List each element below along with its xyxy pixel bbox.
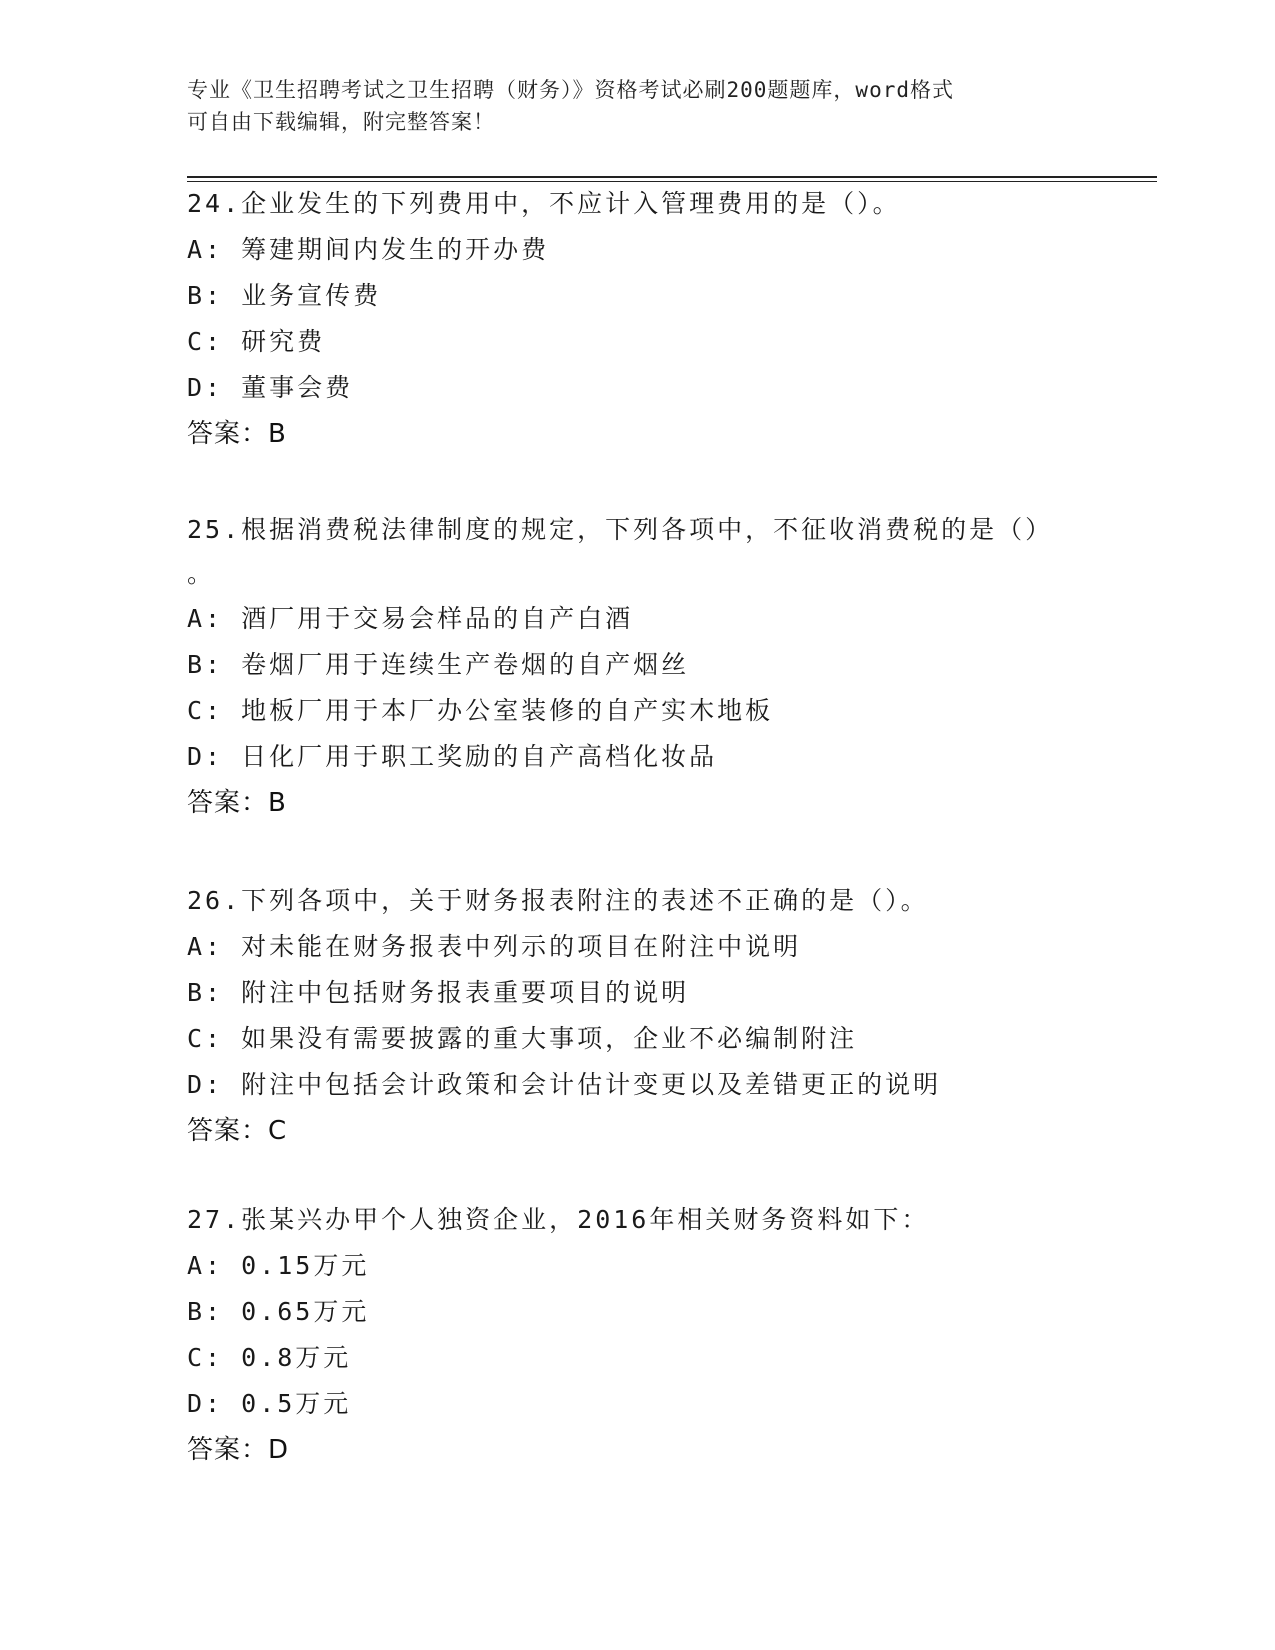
document-header	[187, 74, 1087, 138]
option-c: C: 0.8万元	[187, 1343, 352, 1372]
header-line-1: 专业《卫生招聘考试之卫生招聘（财务）》资格考试必刷200题题库，word格式	[187, 78, 954, 102]
question-24	[187, 181, 1087, 457]
question-stem: 25.根据消费税法律制度的规定，下列各项中，不征收消费税的是（）	[187, 515, 1054, 544]
option-c: C: 地板厂用于本厂办公室装修的自产实木地板	[187, 696, 774, 725]
option-d: D: 附注中包括会计政策和会计估计变更以及差错更正的说明	[187, 1070, 942, 1099]
header-line-2: 可自由下载编辑，附完整答案！	[187, 110, 495, 134]
answer: 答案：B	[187, 788, 287, 818]
option-b: B: 附注中包括财务报表重要项目的说明	[187, 978, 690, 1007]
option-d: D: 董事会费	[187, 373, 354, 402]
question-27	[187, 1197, 1087, 1473]
option-b: B: 卷烟厂用于连续生产卷烟的自产烟丝	[187, 650, 690, 679]
option-c: C: 如果没有需要披露的重大事项，企业不必编制附注	[187, 1024, 858, 1053]
option-c: C: 研究费	[187, 327, 326, 356]
question-26	[187, 878, 1087, 1154]
option-a: A: 0.15万元	[187, 1251, 370, 1280]
option-b: B: 业务宣传费	[187, 281, 382, 310]
option-d: D: 0.5万元	[187, 1389, 352, 1418]
question-stem: 26.下列各项中，关于财务报表附注的表述不正确的是（）。	[187, 886, 929, 915]
option-d: D: 日化厂用于职工奖励的自产高档化妆品	[187, 742, 718, 771]
header-divider-thick	[187, 176, 1157, 178]
question-stem: 24.企业发生的下列费用中，不应计入管理费用的是（）。	[187, 189, 901, 218]
option-a: A: 对未能在财务报表中列示的项目在附注中说明	[187, 932, 802, 961]
answer: 答案：C	[187, 1116, 288, 1146]
question-stem: 27.张某兴办甲个人独资企业，2016年相关财务资料如下：	[187, 1205, 930, 1234]
option-b: B: 0.65万元	[187, 1297, 370, 1326]
option-a: A: 酒厂用于交易会样品的自产白酒	[187, 604, 634, 633]
answer: 答案：B	[187, 419, 287, 449]
option-a: A: 筹建期间内发生的开办费	[187, 235, 550, 264]
question-stem-continuation: 。	[187, 559, 216, 588]
question-25	[187, 508, 1087, 826]
answer: 答案：D	[187, 1435, 290, 1465]
